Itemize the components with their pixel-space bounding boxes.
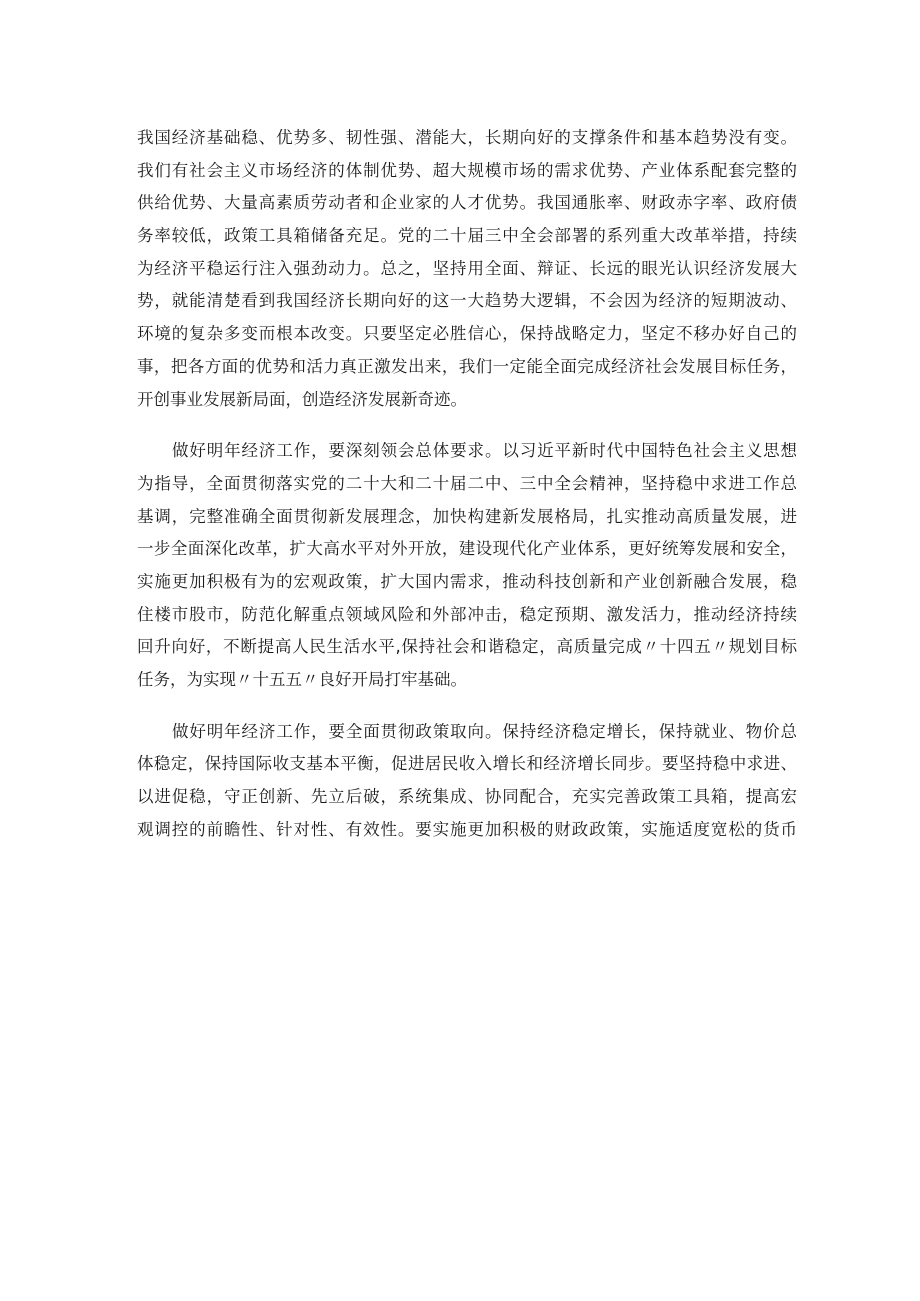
document-body <box>137 122 797 846</box>
paragraph-3 <box>137 716 797 847</box>
text-line: 观调控的前瞻性、针对性、有效性。要实施更加积极的财政政策，实施适度宽松的货币 <box>137 819 797 839</box>
text-line: 基调，完整准确全面贯彻新发展理念，加快构建新发展格局，扎实推动高质量发展，进 <box>137 506 797 526</box>
text-line: 做好明年经济工作，要深刻领会总体要求。以习近平新时代中国特色社会主义思想 <box>172 441 797 461</box>
text-line: 环境的复杂多变而根本改变。只要坚定必胜信心，保持战略定力，坚定不移办好自己的 <box>137 324 797 344</box>
text-line: 实施更加积极有为的宏观政策，扩大国内需求，推动科技创新和产业创新融合发展，稳 <box>137 571 797 591</box>
text-line: 任务，为实现〃十五五〃良好开局打牢基础。 <box>137 670 467 689</box>
paragraph-2 <box>137 435 797 697</box>
text-line: 做好明年经济工作，要全面贯彻政策取向。保持经济稳定增长，保持就业、物价总 <box>172 721 797 741</box>
text-line: 为指导，全面贯彻落实党的二十大和二十届二中、三中全会精神，坚持稳中求进工作总 <box>137 473 797 493</box>
text-line: 开创事业发展新局面，创造经济发展新奇迹。 <box>137 389 467 409</box>
text-line: 回升向好，不断提高人民生活水平,保持社会和谐稳定，高质量完成〃十四五〃规划目标 <box>137 637 797 657</box>
text-line: 我们有社会主义市场经济的体制优势、超大规模市场的需求优势、产业体系配套完整的 <box>137 160 797 180</box>
text-line: 住楼市股市，防范化解重点领域风险和外部冲击，稳定预期、激发活力，推动经济持续 <box>137 604 797 624</box>
text-line: 势，就能清楚看到我国经济长期向好的这一大趋势大逻辑，不会因为经济的短期波动、 <box>137 291 797 311</box>
text-line: 一步全面深化改革，扩大高水平对外开放，建设现代化产业体系，更好统筹发展和安全， <box>137 539 797 559</box>
text-line: 事，把各方面的优势和活力真正激发出来，我们一定能全面完成经济社会发展目标任务， <box>137 356 797 376</box>
text-line: 为经济平稳运行注入强劲动力。总之，坚持用全面、辩证、长远的眼光认识经济发展大 <box>137 258 797 278</box>
paragraph-spacer <box>137 416 797 435</box>
text-line: 我国经济基础稳、优势多、韧性强、潜能大，长期向好的支撑条件和基本趋势没有变。 <box>137 128 797 147</box>
text-line: 务率较低，政策工具箱储备充足。党的二十届三中全会部署的系列重大改革举措，持续 <box>137 226 797 246</box>
paragraph-1 <box>137 122 797 416</box>
text-line: 体稳定，保持国际收支基本平衡，促进居民收入增长和经济增长同步。要坚持稳中求进、 <box>137 754 797 774</box>
text-line: 供给优势、大量高素质劳动者和企业家的人才优势。我国通胀率、财政赤字率、政府债 <box>137 193 797 213</box>
text-line: 以进促稳，守正创新、先立后破，系统集成、协同配合，充实完善政策工具箱，提高宏 <box>137 787 797 807</box>
paragraph-spacer <box>137 697 797 716</box>
